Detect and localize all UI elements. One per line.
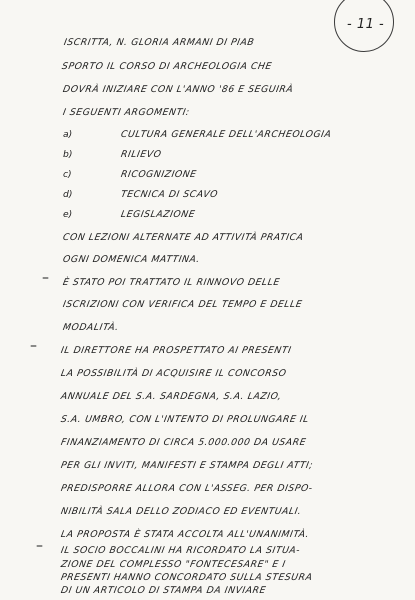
text-line: LA POSSIBILITÀ DI ACQUISIRE IL CONCORSO bbox=[60, 368, 288, 379]
text-line: TECNICA DI SCAVO bbox=[120, 189, 219, 200]
page-number: - 11 - bbox=[347, 17, 385, 32]
text-line: FINANZIAMENTO DI CIRCA 5.000.000 DA USARE bbox=[60, 437, 308, 448]
text-line: DI UN ARTICOLO DI STAMPA DA INVIARE bbox=[60, 585, 267, 596]
text-line: LEGISLAZIONE bbox=[120, 209, 197, 220]
text-line: RICOGNIZIONE bbox=[120, 169, 198, 180]
text-line: IL DIRETTORE HA PROSPETTATO AI PRESENTI bbox=[60, 345, 293, 356]
text-line: OGNI DOMENICA MATTINA. bbox=[62, 254, 201, 265]
round-stamp bbox=[334, 0, 394, 52]
text-line: ZIONE DEL COMPLESSO "FONTECESARE" E I bbox=[60, 559, 287, 570]
text-line: ANNUALE DEL S.A. SARDEGNA, S.A. LAZIO, bbox=[60, 391, 283, 402]
text-line: PER GLI INVITI, MANIFESTI E STAMPA DEGLI ATTI; bbox=[60, 460, 314, 471]
list-letter: e) bbox=[63, 209, 73, 220]
text-line: SPORTO IL CORSO DI ARCHEOLOGIA CHE bbox=[61, 61, 273, 72]
text-line: IL SOCIO BOCCALINI HA RICORDATO LA SITUA- bbox=[60, 545, 302, 556]
text-line: MODALITÀ. bbox=[62, 322, 120, 333]
text-line: LA PROPOSTA È STATA ACCOLTA ALL'UNANIMITÀ. bbox=[60, 529, 311, 540]
text-line: S.A. UMBRO, CON L'INTENTO DI PROLUNGARE IL bbox=[60, 414, 310, 425]
text-line: CULTURA GENERALE DELL'ARCHEOLOGIA bbox=[120, 129, 333, 140]
text-line: È STATO POI TRATTATO IL RINNOVO DELLE bbox=[62, 277, 281, 288]
text-line: ISCRIZIONI CON VERIFICA DEL TEMPO E DELLE bbox=[62, 299, 304, 310]
text-line: I SEGUENTI ARGOMENTI: bbox=[62, 107, 191, 118]
text-line: PREDISPORRE ALLORA CON L'ASSEG. PER DISPO- bbox=[60, 483, 314, 494]
text-line: RILIEVO bbox=[120, 149, 163, 160]
list-letter: c) bbox=[63, 169, 72, 180]
dash-marker: – bbox=[36, 538, 43, 554]
text-line: DOVRÀ INIZIARE CON L'ANNO '86 E SEGUIRÀ bbox=[62, 84, 295, 95]
list-letter: a) bbox=[63, 129, 73, 140]
text-line: NIBILITÀ SALA DELLO ZODIACO ED EVENTUALI. bbox=[60, 506, 303, 517]
dash-marker: – bbox=[42, 270, 49, 286]
text-line: CON LEZIONI ALTERNATE AD ATTIVITÀ PRATICA bbox=[62, 232, 305, 243]
text-line: ISCRITTA, N. GLORIA ARMANI DI PIAB bbox=[63, 37, 256, 48]
list-letter: b) bbox=[63, 149, 73, 160]
list-letter: d) bbox=[63, 189, 73, 200]
text-line: PRESENTI HANNO CONCORDATO SULLA STESURA bbox=[60, 572, 314, 583]
dash-marker: – bbox=[30, 338, 37, 354]
